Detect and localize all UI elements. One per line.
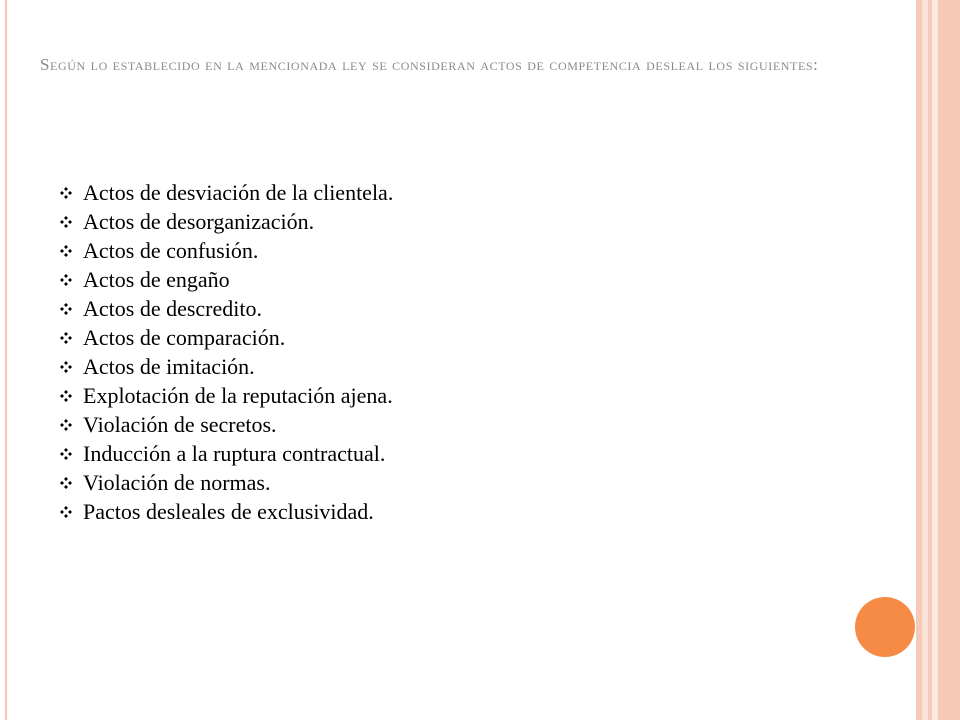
list-item-text: Violación de normas. [83, 469, 271, 495]
diamond-bullet-icon [60, 419, 72, 431]
list-item [60, 294, 393, 323]
list-item-text: Actos de imitación. [83, 353, 255, 379]
slide-title: Según lo establecido en la mencionada ley se consideran actos de competencia desleal los siguientes: [40, 55, 819, 74]
list-item [60, 236, 393, 265]
diamond-bullet-icon [60, 390, 72, 402]
diamond-bullet-icon [60, 216, 72, 228]
bullet-list [60, 178, 393, 526]
diamond-bullet-icon [60, 361, 72, 373]
list-item-text: Violación de secretos. [83, 411, 277, 437]
diamond-bullet-icon [60, 245, 72, 257]
list-item-text: Actos de desorganización. [83, 208, 315, 234]
list-item-text: Actos de desviación de la clientela. [83, 179, 394, 205]
diamond-bullet-icon [60, 303, 72, 315]
list-item [60, 410, 393, 439]
list-item [60, 468, 393, 497]
list-item-text: Actos de confusión. [83, 237, 259, 263]
left-border-line [5, 0, 7, 720]
list-item-text: Pactos desleales de exclusividad. [83, 498, 374, 524]
list-item-text: Inducción a la ruptura contractual. [83, 440, 386, 466]
list-item [60, 207, 393, 236]
diamond-bullet-icon [60, 187, 72, 199]
list-item-text: Actos de engaño [83, 266, 230, 292]
list-item [60, 497, 393, 526]
diamond-bullet-icon [60, 506, 72, 518]
list-item [60, 265, 393, 294]
list-item [60, 381, 393, 410]
list-item-text: Actos de comparación. [83, 324, 286, 350]
diamond-bullet-icon [60, 448, 72, 460]
list-item [60, 352, 393, 381]
diamond-bullet-icon [60, 274, 72, 286]
list-item-text: Explotación de la reputación ajena. [83, 382, 393, 408]
list-item [60, 323, 393, 352]
right-decorative-stripe [938, 0, 960, 720]
orange-circle-decoration [855, 597, 915, 657]
list-item [60, 178, 393, 207]
list-item-text: Actos de descredito. [83, 295, 262, 321]
diamond-bullet-icon [60, 332, 72, 344]
diamond-bullet-icon [60, 477, 72, 489]
list-item [60, 439, 393, 468]
